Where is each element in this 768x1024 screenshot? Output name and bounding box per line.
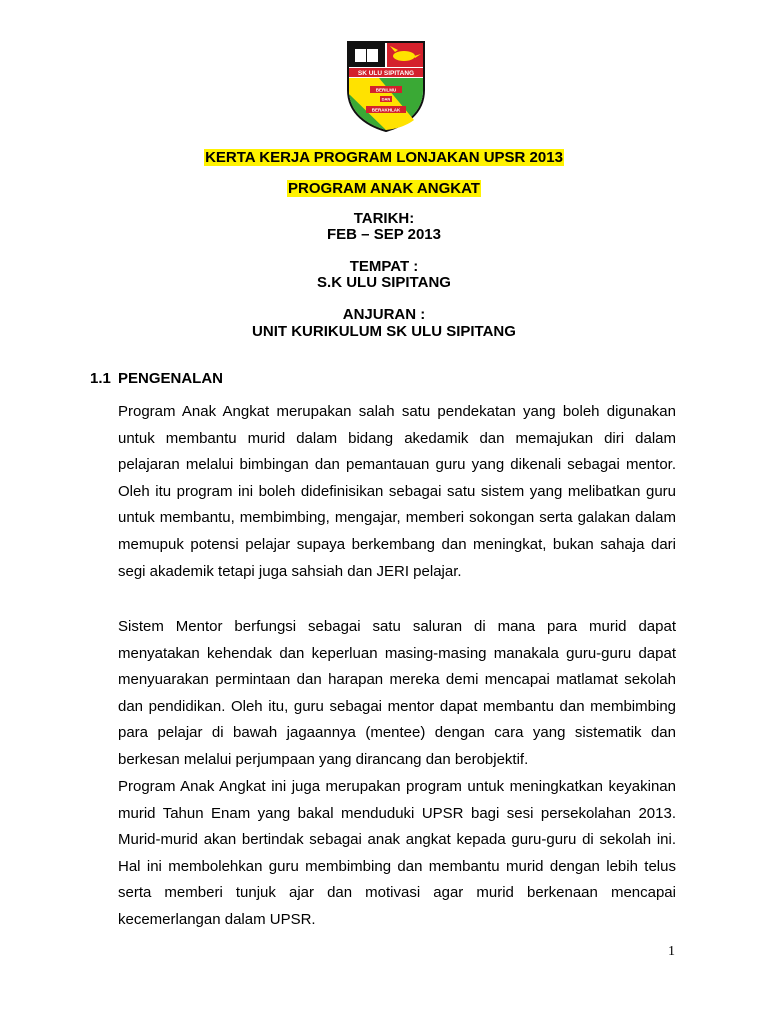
paragraph-2: Sistem Mentor berfungsi sebagai satu saluran di mana para murid dapat menyatakan kehendak dan keperluan masing-masing manakala guru-guru dapat menyuarakan permintaan dan harapan mereka demi mencapai matlamat sekolah dan pendidikan. Oleh itu, guru sebagai mentor dapat membantu dan membimbing para pelajar di bawah jagaannya (mentee) dengan cara yang sistematik dan berkesan melalui perjumpaan yang dirancang dan berobjektif.	[118, 618, 676, 768]
organizer-value: UNIT KURIKULUM SK ULU SIPITANG	[252, 323, 516, 340]
section-number: 1.1	[90, 370, 111, 387]
section-heading	[90, 370, 223, 388]
document-subtitle: PROGRAM ANAK ANGKAT	[288, 180, 480, 197]
section-title: PENGENALAN	[118, 370, 224, 387]
school-crest-logo	[344, 40, 428, 132]
paragraph-3: Program Anak Angkat ini juga merupakan program untuk meningkatkan keyakinan murid Tahun Enam yang bakal menduduki UPSR bagi sesi persekolahan 2013. Murid-murid akan bertindak sebagai anak angkat kepada guru-guru di sekolah ini. Hal ini membolehkan guru membimbing dan membantu murid dengan lebih telus serta memberi tunjuk ajar dan motivasi agar murid berkenaan mencapai kecemerlangan dalam UPSR.	[118, 778, 676, 928]
page-number: 1	[668, 944, 675, 959]
document-title: KERTA KERJA PROGRAM LONJAKAN UPSR 2013	[205, 149, 563, 166]
crest-banner-text: SK ULU SIPITANG	[357, 70, 415, 77]
document-title-row	[0, 149, 768, 167]
crest-ribbon-text-2: DAN	[381, 96, 391, 102]
organizer-label: ANJURAN :	[342, 306, 426, 323]
date-label: TARIKH:	[353, 210, 415, 227]
paragraph-1: Program Anak Angkat merupakan salah satu pendekatan yang boleh digunakan untuk membantu murid dalam bidang akedamik dan memajukan diri dalam pelajaran melalui bimbingan dan pemantauan guru yang dikenali sebagai mentor. Oleh itu program ini boleh didefinisikan sebagai satu sistem yang melibatkan guru untuk membantu, membimbing, mengajar, memberi sokongan serta galakan dalam memupuk potensi pelajar supaya berkembang dan meningkat, bukan sahaja dari segi akademik tetapi juga sahsiah dan JERI pelajar.	[118, 403, 676, 580]
crest-ribbon-text-1: BERILMU	[375, 87, 397, 93]
place-value: S.K ULU SIPITANG	[317, 274, 451, 291]
date-value: FEB – SEP 2013	[327, 226, 441, 243]
place-label: TEMPAT :	[349, 258, 419, 275]
document-subtitle-row	[0, 180, 768, 198]
crest-ribbon-text-3: BERAKHLAK	[371, 107, 401, 113]
